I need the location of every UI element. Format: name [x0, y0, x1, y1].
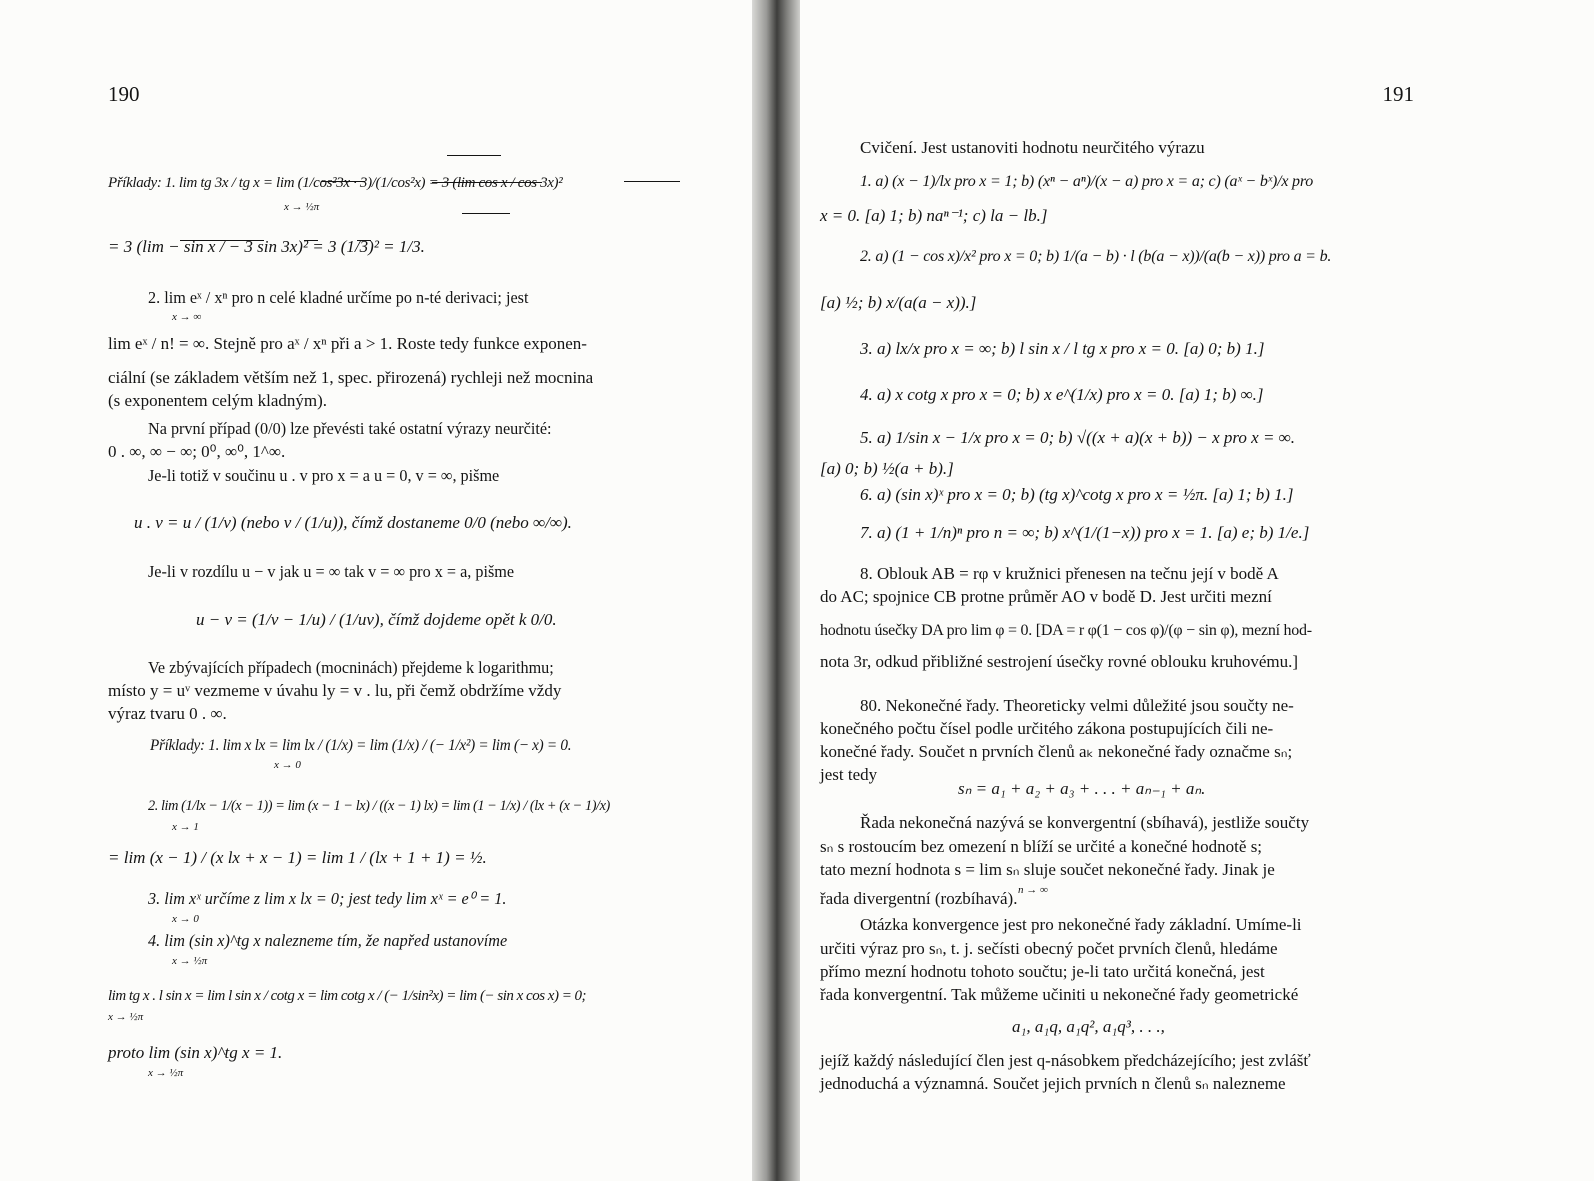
text-line: jest tedy: [820, 765, 878, 784]
text-line: 6. a) (sin x)ˣ pro x = 0; b) (tg x)^cotg x pro x = ½π. [a) 1; b) 1.]: [860, 485, 1294, 504]
text-line: Na první případ (0/0) lze převésti také ostatní výrazy neurčité:: [148, 419, 552, 438]
book-gutter: [752, 0, 800, 1181]
text-line: 4. a) x cotg x pro x = 0; b) x e^(1/x) pro x = 0. [a) 1; b) ∞.]: [860, 385, 1264, 404]
text-line: Příklady: 1. lim x lx = lim lx / (1/x) = lim (1/x) / (− 1/x²) = lim (− x) = 0.: [150, 737, 572, 754]
text-line: x → 0: [172, 913, 199, 925]
text-line: u . v = u / (1/v) (nebo v / (1/u)), čímž dostaneme 0/0 (nebo ∞/∞).: [134, 513, 572, 532]
text-line: řada divergentní (rozbíhavá).: [820, 889, 1018, 908]
text-line: x → ½π: [148, 1067, 184, 1079]
text-line: x → ½π: [284, 201, 320, 213]
text-line: (s exponentem celým kladným).: [108, 391, 328, 410]
text-line: tato mezní hodnota s = lim sₙ sluje součet nekonečné řady. Jinak je: [820, 860, 1275, 879]
text-line: 2. lim (1/lx − 1/(x − 1)) = lim (x − 1 − lx) / ((x − 1) lx) = lim (1 − 1/x) / (lx + (x − 1)/x): [148, 798, 610, 814]
text-line: = 3 (lim − sin x / − 3 sin 3x)² = 3 (1/3)² = 1/3.: [108, 237, 425, 256]
text-line: ciální (se základem větším než 1, spec. přirozená) rychleji než mocnina: [108, 368, 594, 387]
text-line: 2. lim eˣ / xⁿ pro n celé kladné určíme po n-té derivaci; jest: [148, 288, 529, 307]
text-line: 7. a) (1 + 1/n)ⁿ pro n = ∞; b) x^(1/(1−x)) pro x = 1. [a) e; b) 1/e.]: [860, 523, 1310, 542]
text-line: [a) ½; b) x/(a(a − x)).]: [820, 293, 977, 312]
text-line: 8. Oblouk AB = rφ v kružnici přenesen na tečnu její v bodě A: [860, 564, 1279, 583]
text-line: x → 0: [274, 759, 301, 771]
text-line: místo y = uᵛ vezmeme v úvahu ly = v . lu, při čemž obdržíme vždy: [108, 681, 562, 700]
text-line: nota 3r, odkud přibližné sestrojení úsečky rovné oblouku kruhovému.]: [820, 652, 1299, 671]
text-line: řada konvergentní. Tak můžeme učiniti u nekonečné řady geometrické: [820, 985, 1299, 1004]
text-line: x = 0. [a) 1; b) naⁿ⁻¹; c) la − lb.]: [820, 206, 1048, 225]
text-line: 2. a) (1 − cos x)/x² pro x = 0; b) 1/(a − b) · l (b(a − x))/(a(b − x)) pro a = b.: [860, 248, 1332, 265]
text-line: n → ∞: [1018, 884, 1048, 896]
page-number: 191: [1382, 82, 1414, 106]
text-line: = lim (x − 1) / (x lx + x − 1) = lim 1 / (lx + 1 + 1) = ½.: [108, 848, 487, 867]
text-line: lim eˣ / n! = ∞. Stejně pro aˣ / xⁿ při a > 1. Roste tedy funkce exponen-: [108, 334, 587, 353]
text-line: konečné řady. Součet n prvních členů aₖ nekonečné řady označme sₙ;: [820, 742, 1293, 761]
text-line: jednoduchá a významná. Součet jejich prvních n členů sₙ nalezneme: [820, 1074, 1286, 1093]
text-line: Ve zbývajících případech (mocninách) přejdeme k logarithmu;: [148, 658, 554, 677]
text-line: hodnotu úsečky DA pro lim φ = 0. [DA = r φ(1 − cos φ)/(φ − sin φ), mezní hod-: [820, 622, 1312, 639]
text-line: x → ½π: [108, 1011, 144, 1023]
section-heading: 80. Nekonečné řady. Theoreticky velmi důležité jsou součty ne-: [860, 696, 1294, 715]
text-line: do AC; spojnice CB protne průměr AO v bodě D. Jest určiti mezní: [820, 587, 1272, 606]
text-line: 3. lim xˣ určíme z lim x lx = 0; jest tedy lim xˣ = e⁰ = 1.: [148, 889, 507, 908]
text-line: určiti výraz pro sₙ, t. j. sečísti obecný počet prvních členů, hledáme: [820, 939, 1278, 958]
text-line: x → ∞: [172, 311, 202, 323]
text-line: Je-li totiž v součinu u . v pro x = a u = 0, v = ∞, pišme: [148, 466, 500, 485]
text-line: lim tg x . l sin x = lim l sin x / cotg x = lim cotg x / (− 1/sin²x) = lim (− sin x cos x) = 0;: [108, 988, 587, 1004]
text-line: [a) 0; b) ½(a + b).]: [820, 459, 954, 478]
text-line: Řada nekonečná nazývá se konvergentní (sbíhavá), jestliže součty: [860, 813, 1310, 832]
text-line: 3. a) lx/x pro x = ∞; b) l sin x / l tg x pro x = 0. [a) 0; b) 1.]: [860, 339, 1265, 358]
text-line: 1. a) (x − 1)/lx pro x = 1; b) (xⁿ − aⁿ)/(x − a) pro x = a; c) (aˣ − bˣ)/x pro: [860, 173, 1314, 190]
left-page: [0, 0, 752, 1181]
text-line: u − v = (1/v − 1/u) / (1/uv), čímž dojdeme opět k 0/0.: [196, 610, 557, 629]
geometric-series: a₁, a₁q, a₁q², a₁q³, . . .,: [1012, 1017, 1165, 1036]
text-line: 5. a) 1/sin x − 1/x pro x = 0; b) √((x + a)(x + b)) − x pro x = ∞.: [860, 428, 1296, 447]
text-line: x → ½π: [172, 955, 208, 967]
text-line: Otázka konvergence jest pro nekonečné řady základní. Umíme-li: [860, 915, 1302, 934]
text-line: proto lim (sin x)^tg x = 1.: [108, 1043, 283, 1062]
text-line: Příklady: 1. lim tg 3x / tg x = lim (1/cos²3x · 3)/(1/cos²x) = 3 (lim cos x / cos 3x)²: [108, 175, 563, 191]
text-line: 4. lim (sin x)^tg x nalezneme tím, že napřed ustanovíme: [148, 931, 508, 950]
page-number: 190: [108, 82, 140, 106]
text-line: výraz tvaru 0 . ∞.: [108, 704, 227, 723]
text-line: konečného počtu čísel podle určitého zákona postupujících čili ne-: [820, 719, 1274, 738]
text-line: přímo mezní hodnotu tohoto součtu; je-li tato určitá konečná, jest: [820, 962, 1265, 981]
exercise-heading: Cvičení. Jest ustanoviti hodnotu neurčitého výrazu: [860, 138, 1205, 157]
text-line: x → 1: [172, 821, 199, 833]
series-formula: sₙ = a₁ + a₂ + a₃ + . . . + aₙ₋₁ + aₙ.: [958, 779, 1206, 798]
text-line: jejíž každý následující člen jest q-násobkem předcházejícího; jest zvlášť: [820, 1051, 1311, 1070]
text-line: sₙ s rostoucím bez omezení n blíží se určité a konečné hodnotě s;: [820, 837, 1263, 856]
text-line: Je-li v rozdílu u − v jak u = ∞ tak v = ∞ pro x = a, pišme: [148, 562, 515, 581]
text-line: 0 . ∞, ∞ − ∞; 0⁰, ∞⁰, 1^∞.: [108, 442, 286, 461]
right-page: [800, 0, 1594, 1181]
